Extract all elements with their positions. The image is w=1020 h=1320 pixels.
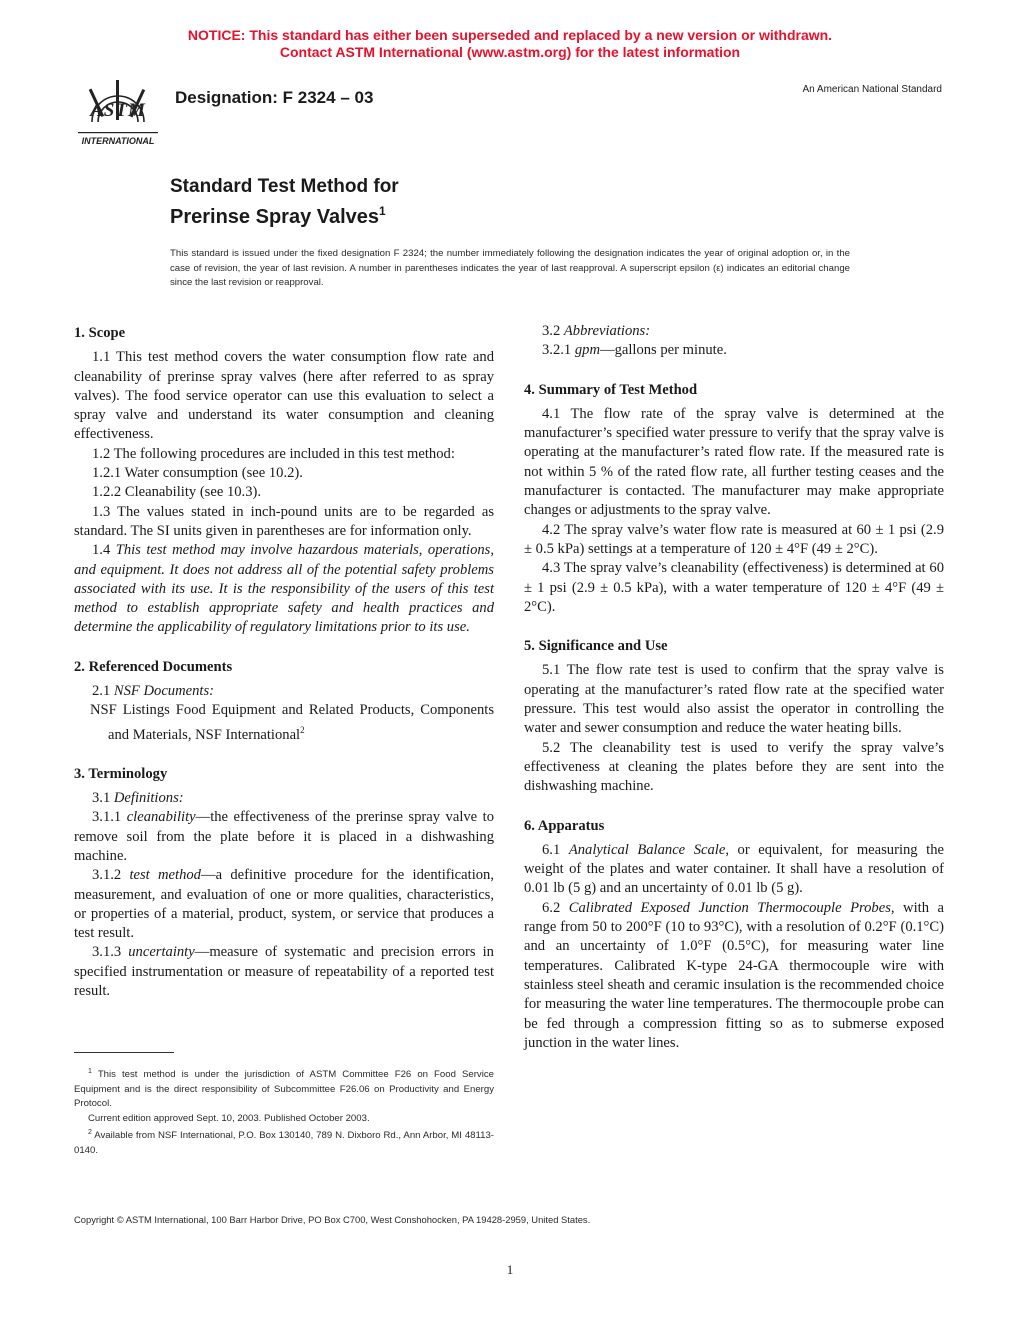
- notice-line-2: Contact ASTM International (www.astm.org) for the latest information: [279, 44, 741, 60]
- para-3-2-num: 3.2: [542, 323, 564, 339]
- para-3-1: [74, 789, 494, 808]
- nsf-listing: [74, 701, 494, 744]
- footnote-1-text: This test method is under the jurisdiction of ASTM Committee F26 on Food Service Equipment and is the direct responsibility of Subcommittee F26.06 on Productivity and Energy Protocol.: [74, 1069, 494, 1110]
- logo-letters: ASTM: [90, 100, 146, 121]
- notice-line-1: NOTICE: This standard has either been superseded and replaced by a new version or withdrawn.: [187, 27, 833, 43]
- title-line-1: Standard Test Method for: [170, 176, 399, 197]
- para-1-1: 1.1 This test method covers the water consumption flow rate and cleanability of prerinse spray valves (here after referred to as spray valves). The food service operator can use this evaluation to select a spray valve and understand its water consumption and cleaning effectiveness.: [74, 349, 494, 443]
- para-2-1: [74, 682, 494, 701]
- para-3-2-1: [524, 341, 944, 360]
- para-1-4-num: 1.4: [92, 542, 116, 559]
- para-5-2: 5.2 The cleanability test is used to verify the spray valve’s effectiveness at cleaning the plates before they are sent into the dishwashing machine.: [524, 739, 944, 795]
- para-3-1-1: [74, 808, 494, 866]
- right-column: [524, 322, 944, 1053]
- section-heading-scope: 1. Scope: [74, 325, 126, 341]
- para-5-1: 5.1 The flow rate test is used to confirm that the spray valve is operating at the manufacturer’s rated flow rate at the specified water pressure. This test would also assist the operator in controlling the water and sewer consumption and reduce the water heating bills.: [524, 662, 944, 737]
- footnotes: [74, 1052, 494, 1158]
- footnote-1-mark: 1: [88, 1068, 92, 1075]
- section-heading-significance: 5. Significance and Use: [524, 638, 668, 655]
- footnote-1b: Current edition approved Sept. 10, 2003. Published October 2003.: [88, 1112, 370, 1124]
- left-column: [74, 322, 494, 1001]
- footnote-2-text: Available from NSF International, P.O. Box 130140, 789 N. Dixboro Rd., Ann Arbor, MI 48113-0140.: [74, 1130, 495, 1156]
- para-6-2: [524, 899, 944, 1053]
- para-3-1-1-text: —the effectiveness of the prerinse spray valve to remove soil from the plate before it is placed in a dishwashing machine.: [74, 809, 495, 864]
- para-3-1-num: 3.1: [92, 790, 114, 807]
- para-3-1-2-num: 3.1.2: [92, 867, 130, 884]
- para-3-1-3: [74, 943, 494, 1001]
- para-6-1-num: 6.1: [542, 841, 569, 858]
- para-3-2-1-text: —gallons per minute.: [599, 342, 727, 359]
- footnote-rule: [74, 1052, 174, 1053]
- para-3-1-1-num: 3.1.1: [92, 809, 127, 826]
- nsf-listing-text: NSF Listings Food Equipment and Related Products, Components and Materials, NSF International: [90, 702, 494, 743]
- para-3-2-1-num: 3.2.1: [542, 342, 575, 359]
- para-6-1-text: , or equivalent, for measuring the weight of the plates and water container. It shall have a resolution of 0.01 lb (5 g) and an uncertainty of 0.01 lb (5 g).: [524, 841, 944, 897]
- footnote-1: [74, 1065, 494, 1112]
- term-test-method: test method: [129, 867, 201, 884]
- para-6-2-text: , with a range from 50 to 200°F (10 to 93°C), with a resolution of 0.2°F (0.1°C) and an uncertainty of 1.0°F (0.5°C), for measuring water line temperatures. Calibrated K-type 24-GA thermocouple wire with stainless steel sheath and ceramic insulation is the recommended choice for measuring the water line temperatures. The thermocouple probe can be fed through a compression fitting so as to submerse exposed junction in the water lines.: [524, 899, 944, 1051]
- para-4-1: 4.1 The flow rate of the spray valve is determined at the manufacturer’s specified water pressure to verify that the spray valve is operating at the manufacturer’s rated flow rate. If the measured rate is not within 5 % of the rated flow rate, all further testing ceases and the manufacturer is contacted. The manufacturer may make appropriate changes or adjustments to the spray valve.: [524, 405, 944, 519]
- astm-logo: [74, 74, 162, 150]
- para-3-2: [524, 322, 944, 341]
- para-2-1-label: NSF Documents:: [113, 683, 215, 700]
- para-3-1-2: [74, 866, 494, 943]
- term-thermocouple-probes: Calibrated Exposed Junction Thermocouple Probes: [568, 899, 891, 916]
- para-6-2-num: 6.2: [542, 899, 569, 916]
- term-cleanability: cleanability: [126, 809, 196, 826]
- nsf-footnote-ref: 2: [300, 724, 305, 735]
- para-3-1-3-text: —measure of systematic and precision errors in specified instrumentation or measure of repeatability of a reported test result.: [74, 944, 494, 1000]
- para-1-4: [74, 541, 494, 637]
- para-2-1-num: 2.1: [92, 683, 114, 700]
- para-3-2-label: Abbreviations:: [563, 323, 651, 339]
- para-1-4-text: This test method may involve hazardous materials, operations, and equipment. It does not address all of the potential safety problems associated with its use. It is the responsibility of the users of this test method to establish appropriate safety and health practices and determine the applicability of regulatory limitations prior to its use.: [74, 542, 495, 636]
- document-title: [170, 175, 399, 229]
- logo-subtext: INTERNATIONAL: [81, 136, 155, 146]
- para-1-2-2: 1.2.2 Cleanability (see 10.3).: [92, 484, 262, 501]
- section-heading-terminology: 3. Terminology: [74, 765, 168, 782]
- designation: Designation: F 2324 – 03: [175, 88, 374, 107]
- para-4-2: 4.2 The spray valve’s water flow rate is measured at 60 ± 1 psi (2.9 ± 0.5 kPa) settings at a temperature of 120 ± 4°F (49 ± 2°C).: [524, 521, 944, 557]
- issued-note: This standard is issued under the fixed designation F 2324; the number immediately following the designation indicates the year of original adoption or, in the case of revision, the year of last revision. A number in parentheses indicates the year of last reapproval. A superscript epsilon (ε) indicates an editorial change since the last revision or reapproval.: [170, 248, 850, 288]
- section-heading-referenced-documents: 2. Referenced Documents: [74, 658, 233, 675]
- title-main: Prerinse Spray Valves: [170, 206, 380, 228]
- term-balance-scale: Analytical Balance Scale: [568, 841, 726, 858]
- copyright: Copyright © ASTM International, 100 Barr Harbor Drive, PO Box C700, West Conshohocken, PA 19428-2959, United States.: [74, 1214, 591, 1225]
- section-heading-summary: 4. Summary of Test Method: [524, 381, 698, 398]
- para-3-1-label: Definitions:: [113, 790, 184, 807]
- para-1-2: 1.2 The following procedures are included in this test method:: [92, 445, 455, 462]
- footnote-2-mark: 2: [88, 1129, 92, 1137]
- term-gpm: gpm: [574, 342, 600, 359]
- withdrawal-notice: [0, 27, 1020, 61]
- para-4-3: 4.3 The spray valve’s cleanability (effectiveness) is determined at 60 ± 1 psi (2.9 ± 0.5 kPa), with a water temperature of 120 ± 4°F (49 ± 2°C).: [524, 560, 944, 615]
- para-3-1-2-text: —a definitive procedure for the identification, measurement, and evaluation of one or more qualities, characteristics, or properties of a material, product, system, or service that produces a test result.: [74, 867, 494, 942]
- page-number: 1: [506, 1262, 514, 1277]
- national-standard-label: An American National Standard: [802, 84, 942, 95]
- title-line-2: [170, 199, 399, 229]
- term-uncertainty: uncertainty: [128, 944, 195, 961]
- para-1-2-1: 1.2.1 Water consumption (see 10.2).: [92, 465, 303, 482]
- footnote-2: [74, 1126, 494, 1158]
- title-footnote-ref: 1: [379, 204, 386, 218]
- para-1-3: 1.3 The values stated in inch-pound units are to be regarded as standard. The SI units given in parentheses are for information only.: [74, 503, 494, 539]
- section-heading-apparatus: 6. Apparatus: [524, 817, 605, 834]
- para-6-1: [524, 841, 944, 899]
- para-3-1-3-num: 3.1.3: [92, 944, 129, 961]
